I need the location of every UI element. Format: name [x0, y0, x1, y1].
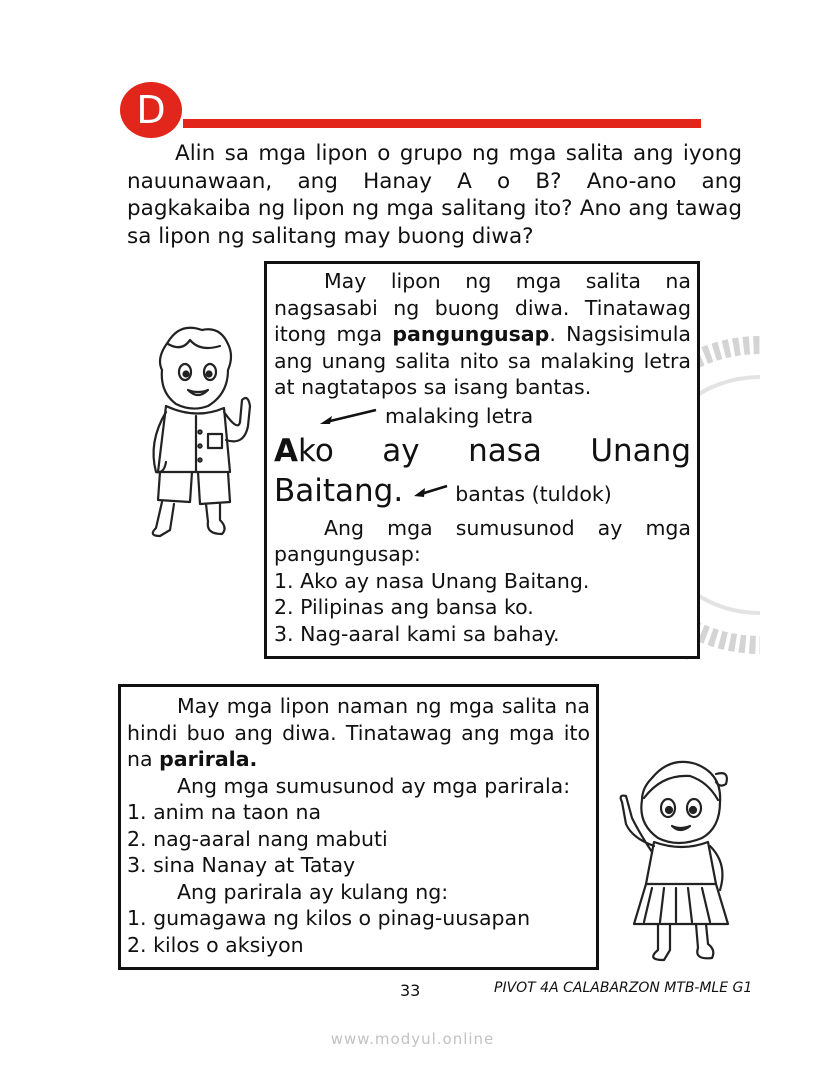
arrow-left-icon	[413, 483, 449, 499]
section-header-rule	[183, 119, 701, 128]
sentence-list-item: 1. Ako ay nasa Unang Baitang.	[274, 568, 590, 593]
example-sentence-text: ko ay nasa Unang	[298, 432, 691, 469]
sentence-definition-box	[264, 261, 700, 659]
phrase-lack-intro	[127, 879, 590, 906]
capital-letter-label-row	[274, 401, 691, 431]
capital-letter-label: malaking letra	[385, 403, 534, 428]
punctuation-label: bantas (tuldok)	[455, 481, 612, 506]
sentence-definition-paragraph	[274, 268, 691, 401]
phrase-definition-paragraph	[127, 693, 590, 773]
example-sentence-end: Baitang.	[274, 472, 404, 509]
phrase-definition-text: May mga lipon naman ng mga salita na hindi buo ang diwa. Tinatawag ang mga ito na	[127, 694, 590, 771]
sentence-list-intro-text: Ang mga sumusunod ay mga pangungusap:	[274, 515, 691, 566]
sentence-list-item: 3. Nag-aaral kami sa bahay.	[274, 621, 560, 646]
phrase-list-item: 2. nag-aaral nang mabuti	[127, 826, 388, 851]
sentence-list-item: 2. Pilipinas ang bansa ko.	[274, 595, 534, 619]
girl-pointing-illustration	[612, 754, 744, 966]
page-number: 33	[400, 981, 421, 1000]
term-parirala: parirala.	[159, 747, 258, 771]
phrase-list-intro	[127, 773, 590, 800]
example-capital-letter: A	[274, 432, 298, 469]
example-sentence-line-1	[274, 431, 691, 471]
boy-pointing-illustration	[130, 322, 262, 542]
term-pangungusap: pangungusap	[392, 322, 550, 346]
sentence-definition-text-end: . Nagsisimula ang unang salita nito sa malaking letra at nagtatapos sa isang bantas.	[274, 322, 691, 399]
phrase-lack-item: 1. gumagawa ng kilos o pinag-uusapan	[127, 906, 531, 930]
phrase-lack-item: 2. kilos o aksiyon	[127, 932, 304, 957]
arrow-left-down-icon	[318, 408, 380, 426]
intro-text: Alin sa mga lipon o grupo ng mga salita ang iyong nauunawaan, ang Hanay A o B? Ano-ano ang pagkakaiba ng lipon ng mga salitang ito? Ano ang tawag sa lipon ng salitang may buong diwa?	[127, 141, 742, 249]
module-footer-label: PIVOT 4A CALABARZON MTB-MLE G1	[494, 980, 753, 996]
phrase-list-intro-text: Ang mga sumusunod ay mga parirala:	[177, 773, 571, 798]
sentence-list-intro	[274, 515, 691, 568]
site-watermark: www.modyul.online	[330, 1030, 495, 1048]
example-sentence-line-2	[274, 471, 691, 511]
phrase-list-item: 1. anim na taon na	[127, 800, 322, 824]
sentence-definition-text: May lipon ng mga salita na nagsasabi ng buong diwa. Tinatawag itong mga	[274, 269, 691, 346]
section-badge: D	[120, 82, 182, 138]
phrase-list-item: 3. sina Nanay at Tatay	[127, 853, 356, 877]
intro-paragraph	[127, 140, 742, 250]
phrase-lack-intro-text: Ang parirala ay kulang ng:	[177, 879, 449, 904]
phrase-definition-box	[118, 684, 599, 970]
